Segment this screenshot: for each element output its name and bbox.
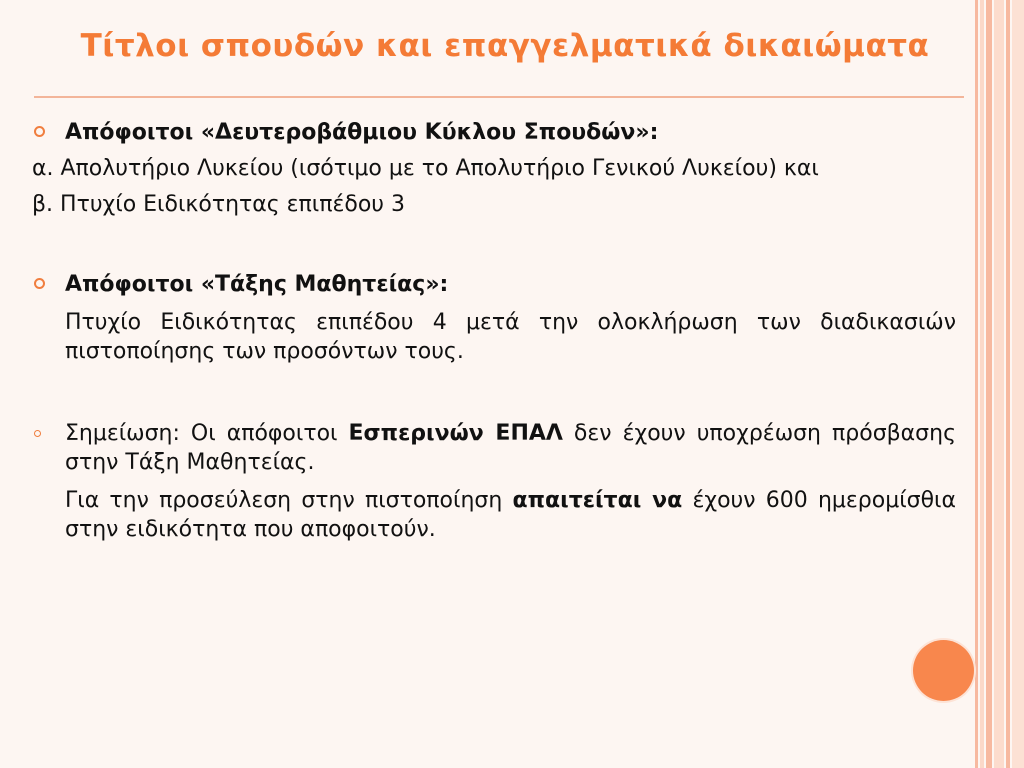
- title-divider: [34, 96, 964, 98]
- note-paragraph-2: [32, 486, 956, 544]
- decor-stripe: [986, 0, 992, 768]
- section2-text: Πτυχίο Ειδικότητας επιπέδου 4 μετά την ολοκλήρωση των διαδικασιών πιστοποίησης των προσόντων τους.: [65, 310, 956, 364]
- decor-circle: [913, 640, 974, 701]
- bullet-small-circle-icon: [34, 430, 41, 437]
- section2-heading-row: [32, 270, 956, 299]
- note-suffix: δεν έχουν υποχρέωση πρόσβασης στην Τάξη Μαθητείας.: [65, 421, 956, 475]
- section1-item-a: α. Απολυτήριο Λυκείου (ισότιμο με το Απολυτήριο Γενικού Λυκείου) και: [32, 156, 819, 181]
- section1-heading-row: [32, 118, 956, 147]
- section1-heading: Απόφοιτοι «Δευτεροβάθμιου Κύκλου Σπουδών»:: [65, 120, 659, 145]
- note-prefix: Σημείωση: Οι απόφοιτοι: [65, 421, 349, 446]
- note-paragraph: [32, 419, 956, 477]
- note-p2-prefix: Για την προσεύλεση στην πιστοποίηση: [65, 488, 513, 513]
- note-bold: Εσπερινών ΕΠΑΛ: [348, 421, 563, 446]
- decor-stripe: [1012, 0, 1024, 768]
- section1-item-b: β. Πτυχίο Ειδικότητας επιπέδου 3: [32, 192, 406, 217]
- decor-stripe: [1006, 0, 1010, 768]
- decor-stripe: [975, 0, 978, 768]
- note-p2-suffix: έχουν 600 ημερομίσθια στην ειδικότητα που αποφοιτούν.: [65, 488, 957, 542]
- decor-stripe: [994, 0, 1004, 768]
- bullet-circle-icon: [34, 278, 45, 289]
- decor-stripe: [980, 0, 984, 768]
- slide-content: [32, 118, 956, 544]
- slide-title: Τίτλοι σπουδών και επαγγελματικά δικαιώματα: [80, 28, 930, 64]
- section2-heading: Απόφοιτοι «Τάξης Μαθητείας»:: [65, 272, 449, 297]
- bullet-circle-icon: [34, 126, 45, 137]
- note-p2-bold: απαιτείται να: [512, 488, 683, 513]
